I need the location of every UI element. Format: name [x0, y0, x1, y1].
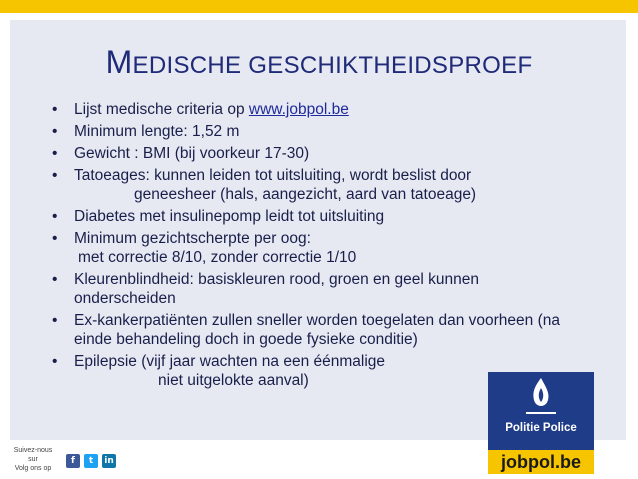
logo-blue-block	[488, 372, 594, 450]
logo-text: Politie Police	[505, 422, 577, 434]
bullet-dot: •	[52, 353, 58, 370]
list-item	[52, 229, 612, 267]
social-follow-text	[8, 446, 58, 473]
item-text-continuation: geneesheer (hals, aangezicht, aard van tatoeage)	[134, 186, 477, 203]
item-text-continuation: niet uitgelokte aanval)	[158, 372, 309, 389]
title-rest: EDISCHE GESCHIKTHEIDSPROEF	[132, 52, 533, 79]
item-text-continuation: einde behandeling doch in goede fysieke conditie)	[74, 331, 418, 348]
criteria-list	[52, 100, 612, 393]
bullet-dot: •	[52, 101, 58, 118]
bullet-dot: •	[52, 271, 58, 288]
top-accent-bar	[0, 0, 638, 13]
social-text-fr: Suivez-nous sur	[13, 447, 53, 463]
list-item	[52, 100, 612, 119]
politie-police-logo	[488, 372, 594, 474]
item-text-continuation: met correctie 8/10, zonder correctie 1/10	[78, 249, 357, 266]
bullet-dot: •	[52, 167, 58, 184]
bullet-dot: •	[52, 312, 58, 329]
item-text: Ex-kankerpatiënten zullen sneller worden toegelaten dan voorheen (na	[74, 312, 560, 329]
bullet-dot: •	[52, 230, 58, 247]
item-text: Minimum gezichtscherpte per oog:	[74, 230, 311, 247]
item-text: Epilepsie (vijf jaar wachten na een éénmalige	[74, 353, 386, 370]
list-item	[52, 311, 612, 349]
item-text: Diabetes met insulinepomp leidt tot uitsluiting	[74, 208, 385, 225]
twitter-icon[interactable]: t	[84, 454, 98, 468]
title-first-letter: M	[105, 44, 133, 80]
facebook-icon[interactable]: f	[66, 454, 80, 468]
bullet-dot: •	[52, 208, 58, 225]
item-text: Minimum lengte: 1,52 m	[74, 123, 240, 140]
flame-emblem-icon	[488, 372, 594, 422]
list-item	[52, 122, 612, 141]
logo-domain: jobpol.be	[488, 450, 594, 474]
bullet-dot: •	[52, 145, 58, 162]
item-text: Gewicht : BMI (bij voorkeur 17-30)	[74, 145, 310, 162]
social-follow-bar	[8, 446, 138, 476]
item-text-continuation: onderscheiden	[74, 290, 176, 307]
bullet-dot: •	[52, 123, 58, 140]
item-text: Tatoeages: kunnen leiden tot uitsluiting, wordt beslist door	[74, 167, 472, 184]
jobpol-link[interactable]: www.jobpol.be	[248, 101, 349, 118]
list-item	[52, 270, 612, 308]
item-text: Kleurenblindheid: basiskleuren rood, groen en geel kunnen	[74, 271, 480, 288]
list-item	[52, 166, 612, 204]
item-text: Lijst medische criteria op	[74, 101, 249, 118]
list-item	[52, 144, 612, 163]
linkedin-icon[interactable]: in	[102, 454, 116, 468]
social-text-nl: Volg ons op	[14, 465, 52, 472]
slide-title	[0, 44, 638, 81]
list-item	[52, 207, 612, 226]
